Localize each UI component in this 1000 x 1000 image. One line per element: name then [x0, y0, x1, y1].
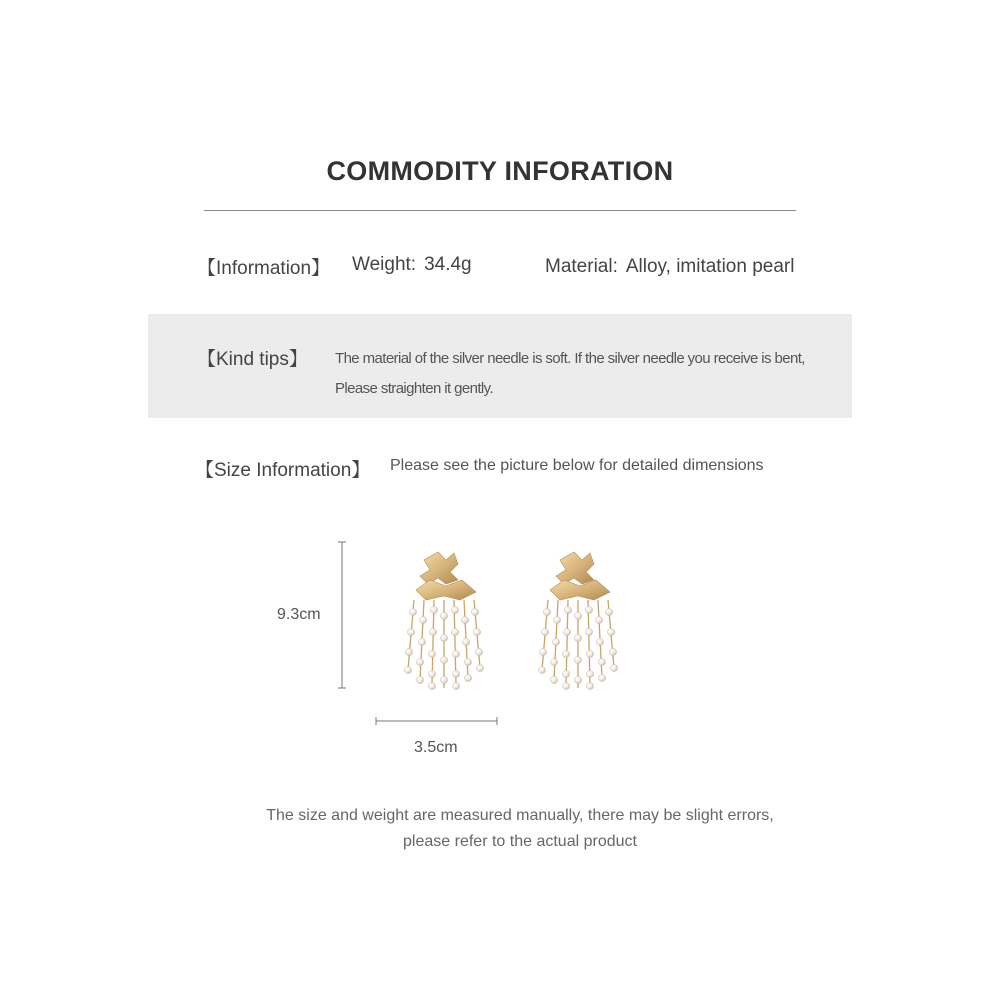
material-value: Alloy, imitation pearl	[625, 256, 795, 277]
weight-info	[352, 254, 472, 276]
measurement-note	[0, 803, 1000, 855]
material-label: Material:	[545, 256, 618, 277]
width-dimension-line	[376, 717, 497, 725]
page-title: COMMODITY INFORATION	[326, 156, 674, 186]
weight-label: Weight:	[352, 254, 417, 275]
earring-right	[538, 552, 617, 690]
height-dimension-line	[338, 542, 346, 688]
height-label: 9.3cm	[277, 606, 321, 623]
kind-tips-label: 【Kind tips】	[197, 349, 308, 370]
size-diagram	[260, 530, 680, 770]
material-info	[545, 256, 794, 278]
width-label: 3.5cm	[414, 739, 458, 756]
size-information-label: 【Size Information】	[195, 460, 371, 481]
kind-tips-line: Please straighten it gently.	[335, 380, 494, 397]
title-divider	[204, 210, 796, 211]
size-information-description: Please see the picture below for detailed dimensions	[390, 457, 764, 474]
kind-tips-text	[335, 344, 845, 404]
kind-tips-line: The material of the silver needle is soft. If the silver needle you receive is bent,	[335, 350, 805, 367]
measurement-note-line: please refer to the actual product	[403, 833, 637, 850]
weight-value: 34.4g	[424, 254, 472, 275]
information-label: 【Information】	[197, 258, 331, 279]
earring-left	[404, 552, 483, 690]
measurement-note-line: The size and weight are measured manually, there may be slight errors,	[266, 807, 774, 824]
